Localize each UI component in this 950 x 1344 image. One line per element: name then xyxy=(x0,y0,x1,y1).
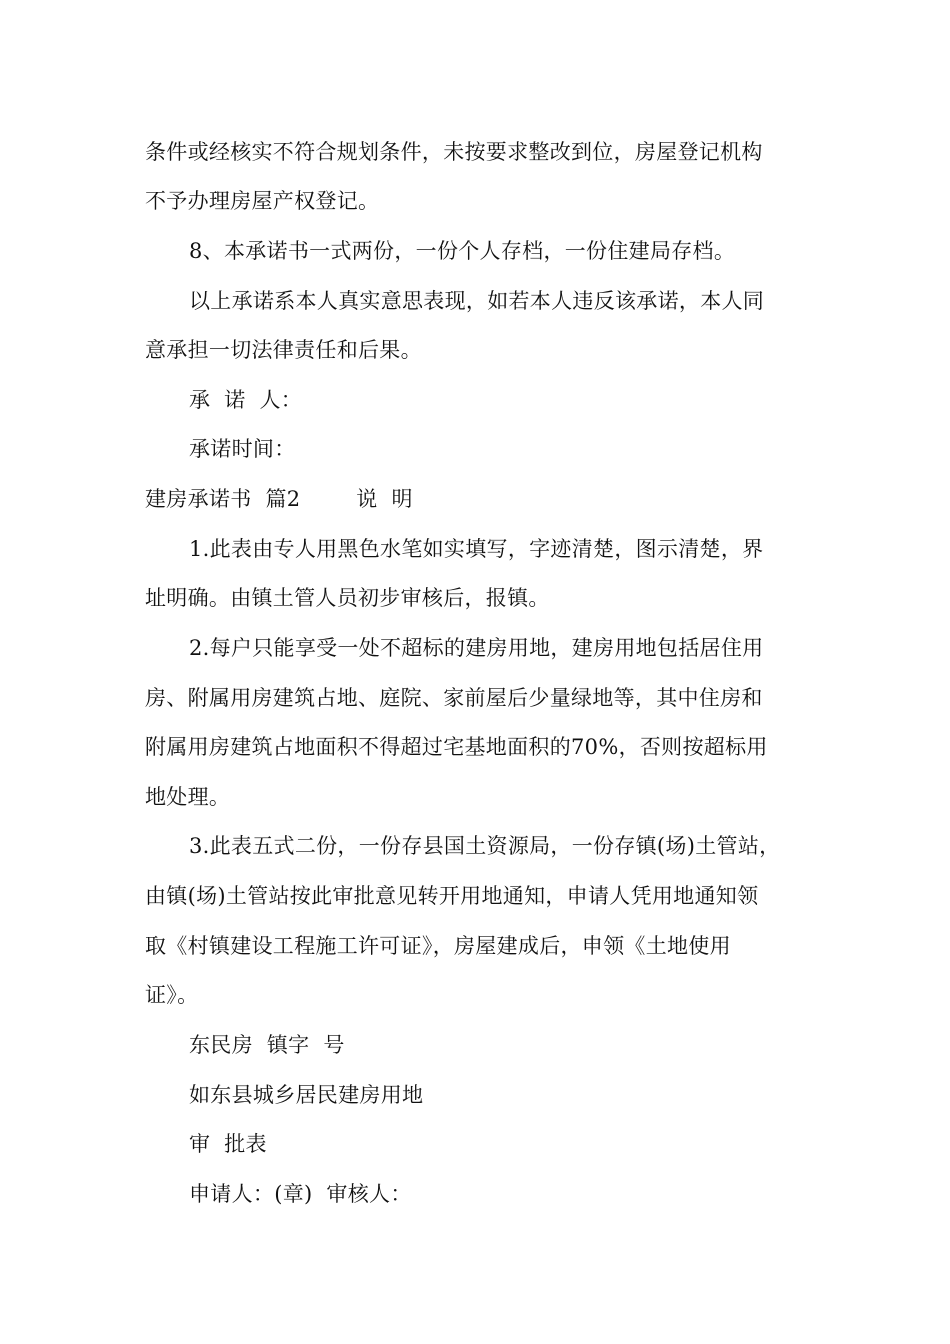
paragraph-line: 8、本承诺书一式两份，一份个人存档，一份住建局存档。 xyxy=(189,239,736,263)
paragraph-line: 由镇(场)土管站按此审批意见转开用地通知，申请人凭用地通知领 xyxy=(145,884,759,908)
paragraph-line: 3.此表五式二份，一份存县国土资源局，一份存镇(场)土管站， xyxy=(189,834,781,858)
paragraph-line: 地处理。 xyxy=(145,785,231,809)
form-number-line: 东民房 镇字 号 xyxy=(189,1033,345,1057)
paragraph-line: 附属用房建筑占地面积不得超过宅基地面积的70%，否则按超标用 xyxy=(145,735,768,759)
paragraph-line: 意承担一切法律责任和后果。 xyxy=(145,338,422,362)
paragraph-line: 取《村镇建设工程施工许可证》，房屋建成后，申领《土地使用 xyxy=(145,934,731,958)
paragraph-line: 房、附属用房建筑占地、庭院、家前屋后少量绿地等，其中住房和 xyxy=(145,686,763,710)
date-label: 承诺时间： xyxy=(189,437,296,461)
form-title-line: 审 批表 xyxy=(189,1132,267,1156)
paragraph-line: 条件或经核实不符合规划条件，未按要求整改到位，房屋登记机构 xyxy=(145,140,763,164)
paragraph-line: 2.每户只能享受一处不超标的建房用地，建房用地包括居住用 xyxy=(189,636,764,660)
paragraph-line: 不予办理房屋产权登记。 xyxy=(145,189,380,213)
paragraph-line: 址明确。由镇土管人员初步审核后，报镇。 xyxy=(145,586,550,610)
paragraph-line: 以上承诺系本人真实意思表现，如若本人违反该承诺，本人同 xyxy=(189,289,765,313)
paragraph-line: 1.此表由专人用黑色水笔如实填写，字迹清楚，图示清楚，界 xyxy=(189,537,764,561)
applicant-line: 申请人：(章) 审核人： xyxy=(189,1182,412,1206)
section-heading: 建房承诺书 篇2 说 明 xyxy=(145,487,413,511)
paragraph-line: 证》。 xyxy=(145,983,199,1007)
signature-label: 承 诺 人： xyxy=(189,388,303,412)
form-title-line: 如东县城乡居民建房用地 xyxy=(189,1083,424,1107)
